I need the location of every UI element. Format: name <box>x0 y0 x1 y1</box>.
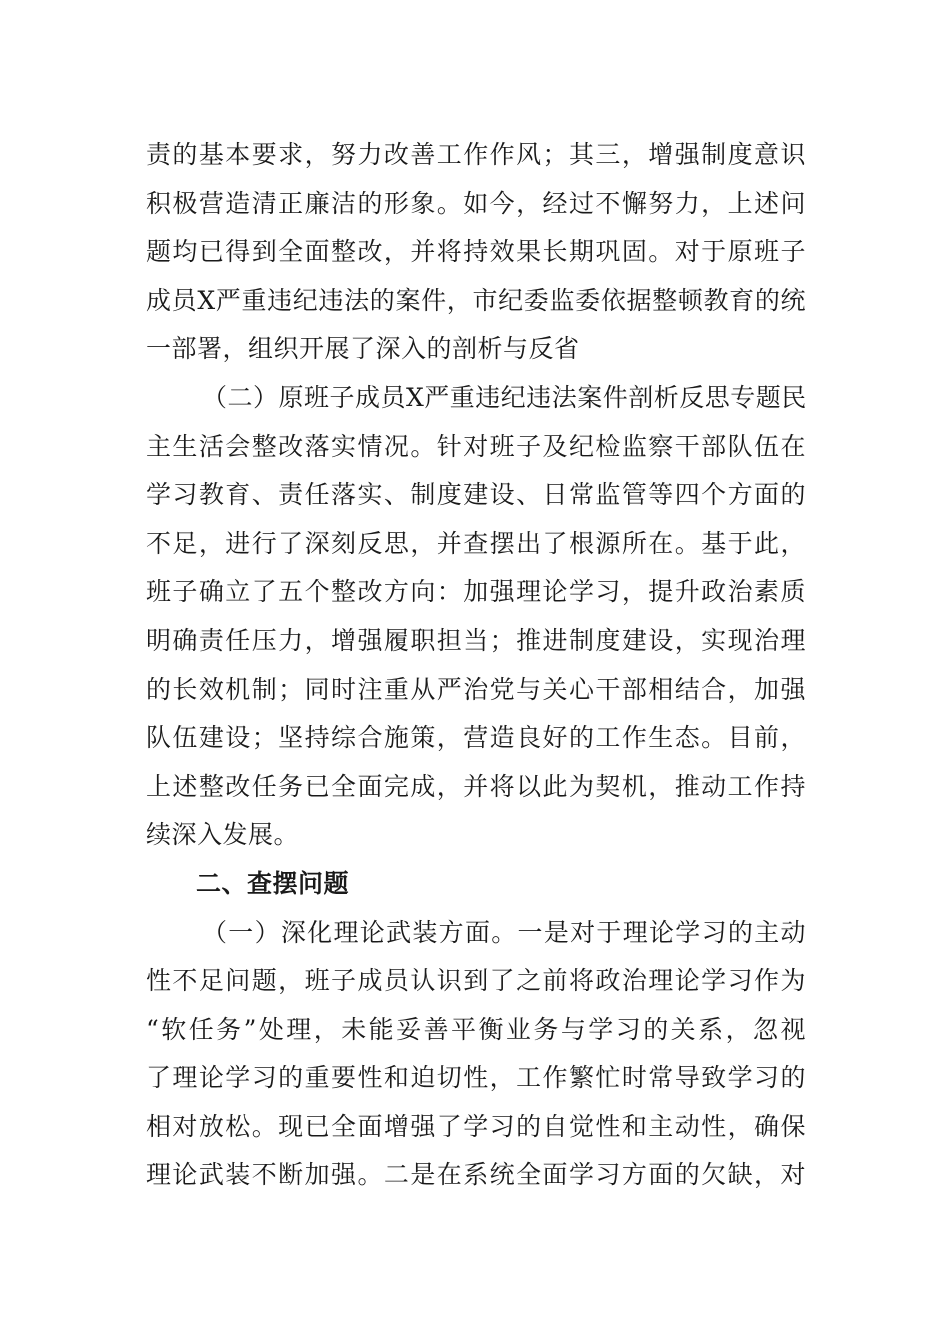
text-line: 续深入发展。 <box>146 820 300 850</box>
text-line: 的长效机制；同时注重从严治党与关心干部相结合，加强 <box>146 674 806 704</box>
text-line: “软任务”处理，未能妥善平衡业务与学习的关系，忽视 <box>146 1014 806 1044</box>
text-line: 队伍建设；坚持综合施策，营造良好的工作生态。目前， <box>146 723 806 753</box>
text-line: 上述整改任务已全面完成，并将以此为契机，推动工作持 <box>146 771 806 801</box>
text-line: 一部署，组织开展了深入的剖析与反省 <box>146 334 580 364</box>
text-line: 了理论学习的重要性和迫切性，工作繁忙时常导致学习的 <box>146 1063 806 1093</box>
text-line: 班子确立了五个整改方向：加强理论学习，提升政治素质 <box>146 577 806 607</box>
text-line: 学习教育、责任落实、制度建设、日常监管等四个方面的 <box>146 480 806 510</box>
text-line: 责的基本要求，努力改善工作作风；其三，增强制度意识 <box>146 140 806 169</box>
text-line: 相对放松。现已全面增强了学习的自觉性和主动性，确保 <box>146 1111 806 1141</box>
section-heading: 二、查摆问题 <box>196 868 350 898</box>
document-body <box>146 131 806 1200</box>
paragraph-start-line: （一）深化理论武装方面。一是对于理论学习的主动 <box>202 917 806 947</box>
text-line: 积极营造清正廉洁的形象。如今，经过不懈努力，上述问 <box>146 188 806 218</box>
text-line: 成员X严重违纪违法的案件，市纪委监委依据整顿教育的统 <box>146 285 806 315</box>
text-line: 理论武装不断加强。二是在系统全面学习方面的欠缺，对 <box>146 1160 806 1190</box>
text-line: 不足，进行了深刻反思，并查摆出了根源所在。基于此， <box>146 528 806 558</box>
text-line: 性不足问题，班子成员认识到了之前将政治理论学习作为 <box>146 966 806 996</box>
paragraph-start-line: （二）原班子成员X严重违纪违法案件剖析反思专题民 <box>202 382 807 412</box>
text-line: 题均已得到全面整改，并将持效果长期巩固。对于原班子 <box>146 237 806 267</box>
text-line: 明确责任压力，增强履职担当；推进制度建设，实现治理 <box>146 625 806 655</box>
text-line: 主生活会整改落实情况。针对班子及纪检监察干部队伍在 <box>146 431 806 461</box>
